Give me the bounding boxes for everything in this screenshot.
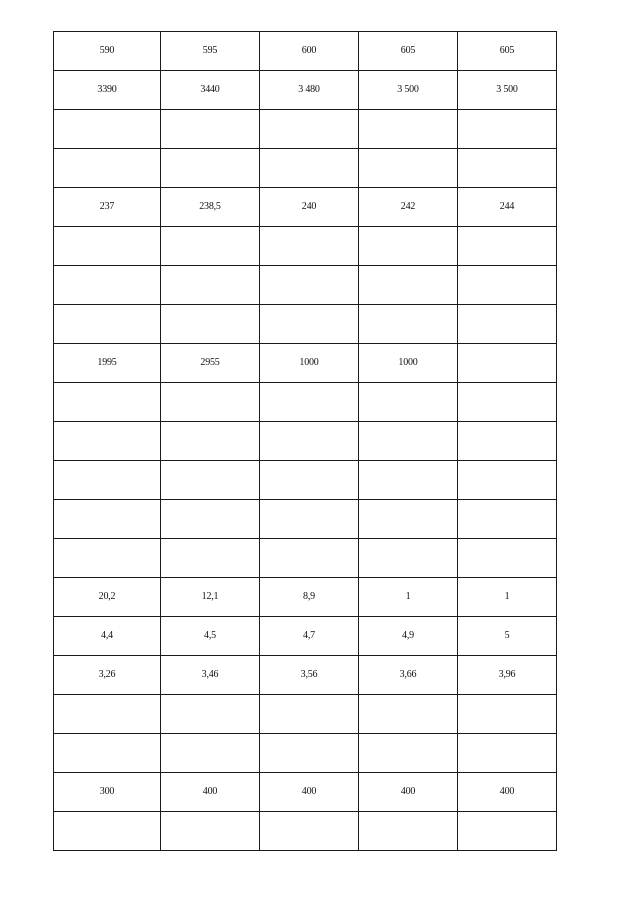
table-cell — [260, 422, 359, 461]
table-cell: 590 — [54, 32, 161, 71]
table-cell: 237 — [54, 188, 161, 227]
table-cell — [260, 461, 359, 500]
table-cell: 595 — [161, 32, 260, 71]
table-row — [54, 695, 557, 734]
table-cell — [260, 734, 359, 773]
table-cell — [458, 812, 557, 851]
table-cell — [161, 110, 260, 149]
table-row — [54, 422, 557, 461]
table-row — [54, 539, 557, 578]
table-cell: 3,56 — [260, 656, 359, 695]
table-cell: 2955 — [161, 344, 260, 383]
table-cell — [54, 734, 161, 773]
table-cell — [260, 539, 359, 578]
table-row — [54, 617, 557, 656]
table-cell — [161, 383, 260, 422]
table-cell — [458, 305, 557, 344]
table-cell — [54, 305, 161, 344]
table-row — [54, 773, 557, 812]
table-cell — [260, 383, 359, 422]
table-cell — [260, 227, 359, 266]
table-cell: 4,4 — [54, 617, 161, 656]
table-cell — [458, 266, 557, 305]
table-cell: 1995 — [54, 344, 161, 383]
table-cell: 3390 — [54, 71, 161, 110]
table-cell: 238,5 — [161, 188, 260, 227]
table-cell — [54, 500, 161, 539]
table-cell — [458, 110, 557, 149]
table-cell — [161, 149, 260, 188]
table-cell — [260, 266, 359, 305]
table-row — [54, 110, 557, 149]
table-row — [54, 812, 557, 851]
table-row — [54, 266, 557, 305]
table-cell — [161, 461, 260, 500]
table-cell — [161, 227, 260, 266]
table-cell — [458, 149, 557, 188]
table-cell — [458, 422, 557, 461]
table-cell — [260, 149, 359, 188]
table-cell: 400 — [161, 773, 260, 812]
table-row — [54, 734, 557, 773]
table-cell: 3,26 — [54, 656, 161, 695]
table-cell: 3,46 — [161, 656, 260, 695]
table-cell — [161, 266, 260, 305]
table-row — [54, 149, 557, 188]
table-cell — [161, 500, 260, 539]
table-cell: 8,9 — [260, 578, 359, 617]
table-row — [54, 188, 557, 227]
table-cell — [359, 383, 458, 422]
table-cell — [458, 383, 557, 422]
table-cell — [54, 110, 161, 149]
table-cell — [359, 149, 458, 188]
table-cell — [359, 110, 458, 149]
table-cell — [458, 695, 557, 734]
table-cell: 5 — [458, 617, 557, 656]
table-cell — [161, 695, 260, 734]
table-cell: 1 — [359, 578, 458, 617]
table-cell: 3,96 — [458, 656, 557, 695]
table-cell — [54, 461, 161, 500]
table-cell: 4,5 — [161, 617, 260, 656]
table-cell — [260, 110, 359, 149]
table-cell — [54, 383, 161, 422]
table-row — [54, 656, 557, 695]
table-cell — [54, 812, 161, 851]
table-body — [54, 32, 557, 851]
table-cell — [54, 695, 161, 734]
table-row — [54, 305, 557, 344]
table-cell — [359, 422, 458, 461]
table-cell: 300 — [54, 773, 161, 812]
table-cell — [161, 539, 260, 578]
table-cell — [359, 305, 458, 344]
table-cell — [260, 305, 359, 344]
table-cell: 242 — [359, 188, 458, 227]
table-cell: 600 — [260, 32, 359, 71]
table-cell — [161, 812, 260, 851]
table-cell: 240 — [260, 188, 359, 227]
table-row — [54, 461, 557, 500]
table-row — [54, 500, 557, 539]
table-cell — [260, 812, 359, 851]
table-cell: 3,66 — [359, 656, 458, 695]
table-cell — [458, 734, 557, 773]
table-cell: 605 — [458, 32, 557, 71]
table-cell — [458, 227, 557, 266]
table-cell — [54, 149, 161, 188]
table-cell — [458, 344, 557, 383]
table-cell — [161, 422, 260, 461]
table-cell: 605 — [359, 32, 458, 71]
table-cell — [161, 305, 260, 344]
table-cell — [54, 266, 161, 305]
table-row — [54, 383, 557, 422]
table-cell: 4,7 — [260, 617, 359, 656]
table-cell — [359, 539, 458, 578]
table-cell — [54, 539, 161, 578]
table-cell: 400 — [260, 773, 359, 812]
table-cell: 3 480 — [260, 71, 359, 110]
data-table — [53, 31, 557, 851]
table-cell — [54, 227, 161, 266]
table-cell — [458, 539, 557, 578]
table-cell: 3440 — [161, 71, 260, 110]
table-cell — [359, 461, 458, 500]
table-cell: 400 — [458, 773, 557, 812]
table-cell: 4,9 — [359, 617, 458, 656]
table-cell — [359, 695, 458, 734]
table-cell: 1000 — [359, 344, 458, 383]
table-cell — [359, 266, 458, 305]
table-cell — [359, 500, 458, 539]
table-cell — [359, 227, 458, 266]
table-row — [54, 32, 557, 71]
table-cell: 244 — [458, 188, 557, 227]
table-cell: 12,1 — [161, 578, 260, 617]
table-cell — [54, 422, 161, 461]
table-cell: 20,2 — [54, 578, 161, 617]
table-cell — [359, 812, 458, 851]
table-row — [54, 344, 557, 383]
table-row — [54, 71, 557, 110]
table-cell — [260, 695, 359, 734]
table-cell: 3 500 — [359, 71, 458, 110]
table-cell: 1 — [458, 578, 557, 617]
table-cell — [458, 500, 557, 539]
table-cell: 3 500 — [458, 71, 557, 110]
table-cell — [359, 734, 458, 773]
table-row — [54, 578, 557, 617]
table-cell — [161, 734, 260, 773]
table-cell: 400 — [359, 773, 458, 812]
table-cell — [260, 500, 359, 539]
table-row — [54, 227, 557, 266]
table-cell: 1000 — [260, 344, 359, 383]
table-cell — [458, 461, 557, 500]
